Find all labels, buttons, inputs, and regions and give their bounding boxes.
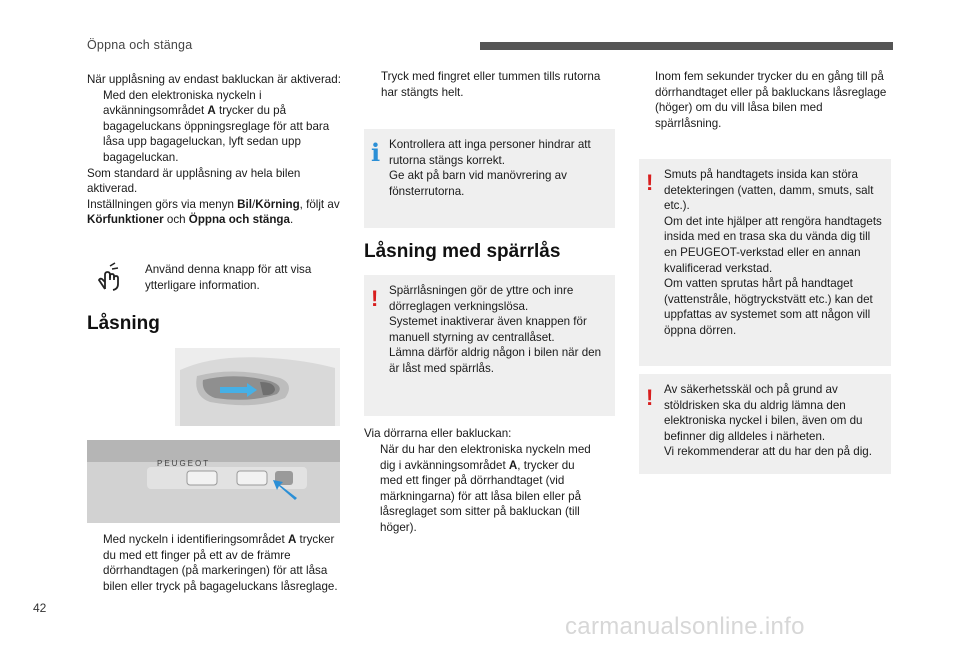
heading-lasning: Låsning: [87, 313, 160, 334]
warning-box-deadlock: [364, 275, 615, 416]
door-handle-illustration: [175, 348, 340, 426]
via-text: Via dörrarna eller bakluckan:: [364, 427, 512, 440]
info-icon-row: [96, 262, 342, 296]
bullet-lock-handle: Med nyckeln i identifieringsområdet A trycker du med ett finger på ett av de främre dörrhandtagen (på markeringen) för att låsa bilen eller tryck på bagageluckans låsreglage.: [103, 533, 338, 593]
plate-text: PEUGEOT: [157, 459, 211, 468]
info-icon-text: Använd denna knapp för att visa ytterligare information.: [145, 263, 312, 292]
warning-box-text: Spärrlåsningen gör de yttre och inre dörreglagen verkningslösa. Systemet inaktiverar även knappen för manuell styrning av centrallåset. Lämna därför aldrig någon i bilen när den är låst med spärrlås.: [389, 284, 602, 375]
settings-text: Inställningen görs via menyn Bil/Körning, följt av Körfunktioner och Öppna och stänga.: [87, 197, 340, 227]
warning-box-text: Smuts på handtagets insida kan störa detekteringen (vatten, damm, smuts, salt etc.). Om det inte hjälper att rengöra handtagets insida med en trasa ska du vända dig till en PEUGEOT-verkstad eller en annan kvalificerad verkstad. Om vatten sprutas hårt på handtaget (vattenstråle, högtryckstvätt etc.) kan det uppfattas av systemet som att någon vill öppna dörren.: [664, 168, 882, 337]
page-header-title: Öppna och stänga: [87, 38, 193, 52]
bullet-five-seconds: Inom fem sekunder trycker du en gång till på dörrhandtaget eller på bakluckans låsreglage (höger) om du vill låsa bilen med spärrlåsning.: [655, 70, 887, 130]
standard-text: Som standard är upplåsning av hela bilen aktiverad.: [87, 166, 301, 196]
intro-text: När upplåsning av endast bakluckan är aktiverad:: [87, 73, 341, 86]
tailgate-icon: [87, 440, 340, 523]
warning-box-text: Av säkerhetsskäl och på grund av stöldrisken ska du aldrig lämna den elektroniska nyckel i bilen, även om du befinner dig alldeles i närheten. Vi rekommenderar att du har den på dig.: [664, 383, 872, 459]
tailgate-illustration: [87, 440, 340, 523]
heading-sparrlas: Låsning med spärrlås: [364, 241, 561, 262]
door-handle-icon: [175, 348, 340, 426]
watermark: carmanualsonline.info: [565, 613, 805, 640]
info-icon: i: [371, 138, 381, 167]
bullet-via-doors: När du har den elektroniska nyckeln med dig i avkänningsområdet A, trycker du med ett finger på dörrhandtaget (vid märkningarna) för att låsa bilen eller på låsreglaget som sitter på bakluckan (till höger).: [380, 443, 591, 534]
column-1: [87, 72, 342, 238]
info-box-text: Kontrollera att inga personer hindrar att rutorna stängs korrekt. Ge akt på barn vid manövrering av fönsterrutorna.: [389, 138, 591, 198]
warning-box-key: [639, 374, 891, 474]
continue-text: Tryck med fingret eller tummen tills rutorna har stängts helt.: [381, 70, 601, 99]
warning-icon: !: [646, 385, 654, 410]
warning-icon: !: [371, 286, 379, 311]
info-box-windows: [364, 129, 615, 228]
warning-box-dirt: [639, 159, 891, 366]
warning-icon: !: [646, 170, 654, 195]
hand-pointer-icon: [96, 262, 122, 292]
header-bar: [480, 42, 893, 50]
bullet-unlock-tailgate: Med den elektroniska nyckeln i avkänningsområdet A trycker du på bagageluckans öppningsreglage för att bara låsa upp bagageluckan, lyft sedan upp bagageluckan.: [103, 88, 330, 164]
page-number: 42: [33, 601, 47, 615]
